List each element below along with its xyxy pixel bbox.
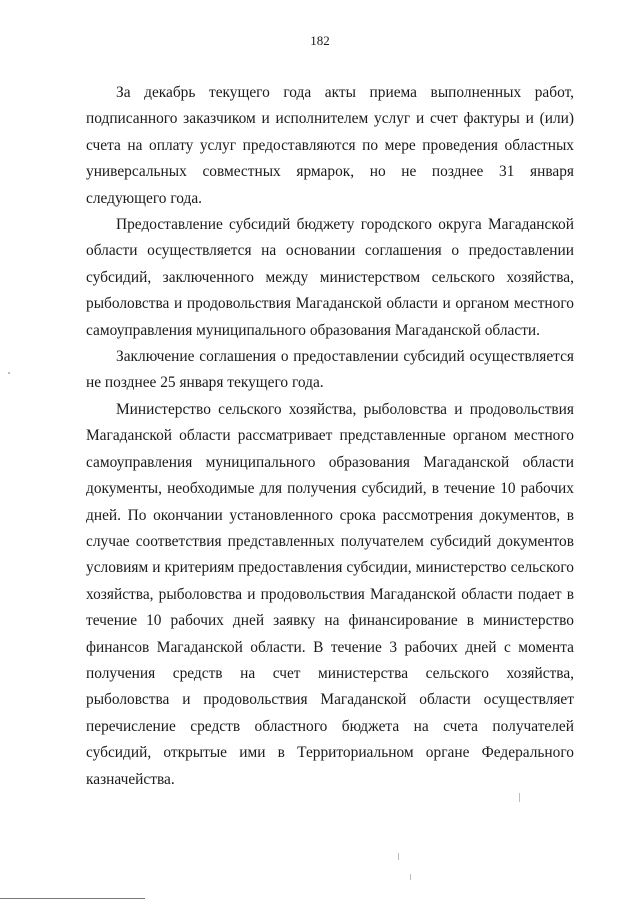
scan-tick [519, 793, 520, 802]
paragraph-subsidy-basis: Предоставление субсидий бюджету городского округа Магаданской области осуществляется на основании соглашения о предоставлении субсидий, заключенного между министерством сельского хозяйства, рыболовства и продовольствия Магаданской области и органом местного самоуправления муниципального образования Магаданской области. [86, 216, 574, 339]
scan-tick [398, 853, 399, 860]
bottom-rule [0, 898, 145, 899]
paragraph-review-procedure: Министерство сельского хозяйства, рыболовства и продовольствия Магаданской области рассматривает представленные органом местного самоуправления муниципального образования Магаданской области документы, необходимые для получения субсидий, в течение 10 рабочих дней. По окончании установленного срока рассмотрения документов, в случае соответствия представленных получателем субсидий документов условиям и критериям предоставления субсидии, министерство сельского хозяйства, рыболовства и продовольствия Магаданской области подает в течение 10 рабочих дней заявку на финансирование в министерство финансов Магаданской области. В течение 3 рабочих дней с момента получения средств на счет министерства сельского хозяйства, рыболовства и продовольствия Магаданской области осуществляет перечисление средств областного бюджета на счета получателей субсидий, открытые ими в Территориальном органе Федерального казначейства. [86, 400, 574, 788]
document-body [86, 80, 574, 793]
paragraph-deadline-acts: За декабрь текущего года акты приема выполненных работ, подписанного заказчиком и исполнителем услуг и счет фактуры и (или) счета на оплату услуг предоставляются по мере проведения областных универсальных совместных ярмарок, но не позднее 31 января следующего года. [86, 84, 574, 207]
page-number: 182 [310, 33, 330, 48]
paragraph-agreement-date: Заключение соглашения о предоставлении субсидий осуществляется не позднее 25 января текущего года. [86, 348, 574, 392]
scan-dot [8, 372, 10, 374]
scan-tick [410, 874, 411, 880]
